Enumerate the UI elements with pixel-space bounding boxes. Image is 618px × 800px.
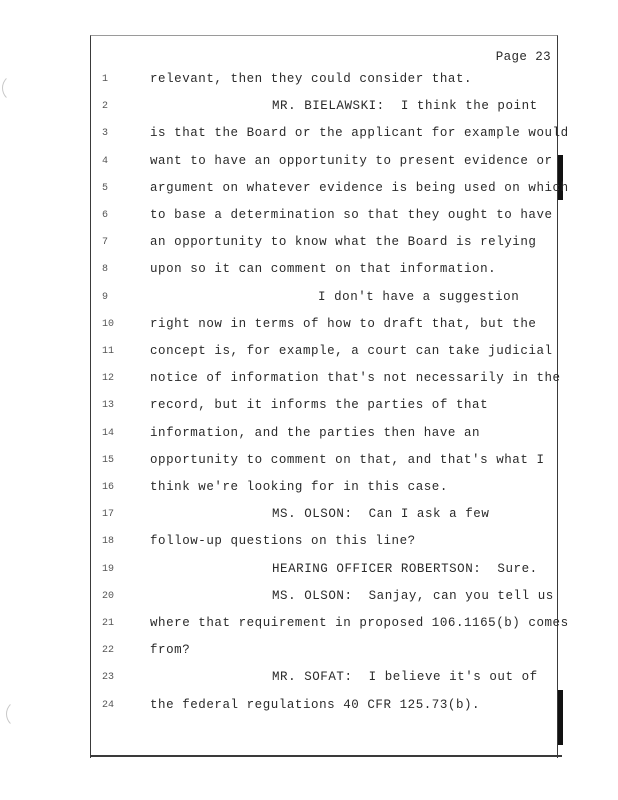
line-number: 12 [102, 373, 115, 385]
right-margin-bar [558, 690, 563, 745]
line-number: 6 [102, 210, 109, 221]
transcript-line: relevant, then they could consider that. [150, 72, 473, 86]
transcript-line: right now in terms of how to draft that, but the [150, 316, 537, 331]
line-number: 21 [102, 618, 115, 629]
punch-hole-mark [6, 700, 34, 728]
line-number: 10 [102, 318, 115, 330]
transcript-line: follow-up questions on this line? [150, 534, 416, 549]
transcript-line: concept is, for example, a court can take judicial [150, 344, 553, 358]
line-number: 3 [102, 128, 109, 140]
punch-hole-mark [2, 74, 30, 102]
transcript-line: HEARING OFFICER ROBERTSON: Sure. [272, 561, 538, 576]
line-number: 14 [102, 427, 115, 439]
transcript-line: MS. OLSON: Sanjay, can you tell us [272, 588, 554, 603]
line-number: 9 [102, 291, 109, 303]
transcript-line: record, but it informs the parties of that [150, 398, 489, 413]
line-number: 23 [102, 672, 115, 684]
transcript-line: notice of information that's not necessarily in the [150, 371, 561, 386]
line-number: 8 [102, 264, 109, 276]
transcript-line: argument on whatever evidence is being used on which [150, 180, 569, 195]
transcript-line: upon so it can comment on that information. [150, 262, 497, 277]
line-number: 19 [102, 563, 115, 575]
transcript-line: where that requirement in proposed 106.1165(b) comes [150, 616, 569, 630]
line-number: 2 [102, 101, 109, 113]
transcript-line: think we're looking for in this case. [150, 480, 448, 494]
transcript-line: I don't have a suggestion [318, 289, 520, 304]
line-number: 22 [102, 645, 115, 657]
transcript-line: to base a determination so that they ought to have [150, 208, 553, 222]
line-number: 18 [102, 536, 115, 548]
transcript-line: the federal regulations 40 CFR 125.73(b). [150, 697, 481, 712]
transcript-line: from? [150, 643, 191, 658]
transcript-line: is that the Board or the applicant for example would [150, 126, 569, 141]
line-number: 20 [102, 590, 115, 602]
line-number: 15 [102, 454, 115, 466]
line-number: 13 [102, 400, 115, 412]
bottom-rule [90, 755, 562, 757]
line-number: 7 [102, 237, 109, 249]
transcript-line: information, and the parties then have an [150, 425, 481, 440]
line-number: 4 [102, 155, 109, 167]
line-number: 24 [102, 699, 115, 711]
page-number: Page 23 [495, 50, 551, 64]
transcript-line: MS. OLSON: Can I ask a few [272, 507, 490, 522]
line-number: 11 [102, 346, 115, 357]
transcript-line: want to have an opportunity to present evidence or [150, 153, 553, 168]
line-number: 16 [102, 482, 115, 493]
line-number: 1 [102, 74, 109, 85]
line-number: 17 [102, 509, 115, 521]
transcript-line: an opportunity to know what the Board is relying [150, 235, 537, 250]
transcript-line: MR. BIELAWSKI: I think the point [272, 99, 538, 114]
transcript-line: MR. SOFAT: I believe it's out of [272, 670, 538, 685]
transcript-line: opportunity to comment on that, and that's what I [150, 452, 545, 467]
line-number: 5 [102, 182, 109, 194]
